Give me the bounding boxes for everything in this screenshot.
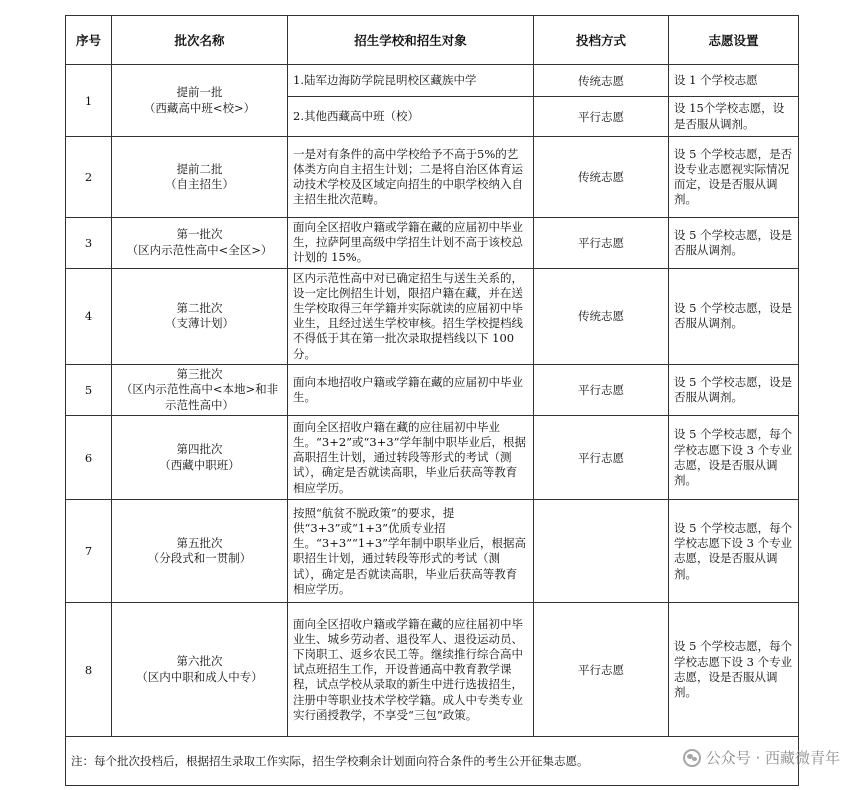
batch-title: 第五批次 bbox=[176, 535, 223, 550]
header-method: 投档方式 bbox=[534, 16, 669, 65]
wechat-logo-icon bbox=[683, 749, 701, 767]
batch-subtitle: （自主招生） bbox=[165, 177, 234, 191]
batch-subtitle: （区内示范性高中<全区>） bbox=[126, 242, 273, 257]
row-batch-name bbox=[112, 65, 288, 137]
batch-subtitle: （西藏高中班<校>） bbox=[143, 100, 256, 115]
batch-title: 提前一批 bbox=[176, 85, 223, 99]
row-method: 平行志愿 bbox=[534, 218, 669, 269]
row-volunteer: 设 15个学校志愿，设是否服从调剂。 bbox=[669, 97, 799, 137]
row-no: 8 bbox=[66, 603, 112, 737]
row-volunteer: 设 5 个学校志愿，每个学校志愿下设 3 个专业志愿，设是否服从调剂。 bbox=[669, 603, 799, 737]
batch-subtitle: （支薄计划） bbox=[165, 316, 234, 331]
table-row bbox=[66, 416, 799, 500]
batch-title: 第二批次 bbox=[176, 300, 223, 315]
row-batch-name bbox=[112, 218, 288, 269]
watermark bbox=[683, 747, 840, 768]
row-target: 面向全区招收户籍或学籍在藏的应届初中毕业生，拉萨阿里高级中学招生计划不高于该校总计划的 15%。 bbox=[288, 218, 534, 269]
row-target: 1.陆军边海防学院昆明校区藏族中学 bbox=[288, 65, 534, 97]
row-volunteer: 设 1 个学校志愿 bbox=[669, 65, 799, 97]
row-target: 面向全区招收户籍或学籍在藏的应往届初中毕业生、城乡劳动者、退役军人、退役运动员、下岗职工、返乡农民工等。继续推行综合高中试点班招生工作，开设普通高中教育教学课程，试点学校从录取的新生中进行选拔招生，注册中等职业技术学校学籍。成人中专类专业实行函授教学，不享受“三包”政策。 bbox=[288, 603, 534, 737]
row-volunteer: 设 5 个学校志愿，设是否服从调剂。 bbox=[669, 364, 799, 416]
table-header-row bbox=[66, 16, 799, 65]
header-batch-name: 批次名称 bbox=[112, 16, 288, 65]
header-volunteer: 志愿设置 bbox=[669, 16, 799, 65]
table-row bbox=[66, 603, 799, 737]
table-row bbox=[66, 218, 799, 269]
batch-subtitle: （分段式和一贯制） bbox=[147, 551, 252, 566]
row-volunteer: 设 5 个学校志愿，设是否服从调剂。 bbox=[669, 268, 799, 364]
row-target: 面向本地招收户籍或学籍在藏的应届初中毕业生。 bbox=[288, 364, 534, 416]
row-method: 平行志愿 bbox=[534, 603, 669, 737]
row-batch-name bbox=[112, 416, 288, 500]
admission-table bbox=[65, 15, 799, 786]
row-batch-name bbox=[112, 603, 288, 737]
header-no: 序号 bbox=[66, 16, 112, 65]
row-volunteer: 设 5 个学校志愿，每个学校志愿下设 3 个专业志愿，设是否服从调剂。 bbox=[669, 416, 799, 500]
batch-subtitle: （区内示范性高中<本地>和非示范性高中） bbox=[120, 382, 279, 412]
row-volunteer: 设 5 个学校志愿，每个学校志愿下设 3 个专业志愿，设是否服从调剂。 bbox=[669, 500, 799, 603]
row-batch-name bbox=[112, 364, 288, 416]
batch-subtitle: （西藏中职班） bbox=[159, 457, 240, 472]
row-method: 传统志愿 bbox=[534, 65, 669, 97]
batch-title: 第一批次 bbox=[176, 227, 223, 242]
table-row bbox=[66, 268, 799, 364]
row-target: 区内示范性高中对已确定招生与送生关系的，设一定比例招生计划，限招户籍在藏，并在送生学校取得三年学籍并实际就读的应届初中毕业生，且经过送生学校审核。招生学校提档线不得低于其在第一批次录取提档线以下 100 分。 bbox=[288, 268, 534, 364]
row-no: 6 bbox=[66, 416, 112, 500]
row-no: 2 bbox=[66, 137, 112, 218]
row-method: 传统志愿 bbox=[534, 137, 669, 218]
row-volunteer: 设 5 个学校志愿，设是否服从调剂。 bbox=[669, 218, 799, 269]
row-no: 4 bbox=[66, 268, 112, 364]
row-no: 7 bbox=[66, 500, 112, 603]
row-target: 一是对有条件的高中学校给予不高于5%的艺体类方向自主招生计划；二是将自治区体育运动技术学校及区域定向招生的中职学校纳入自主招生批次范畴。 bbox=[288, 137, 534, 218]
watermark-text: 公众号 · 西藏微青年 bbox=[705, 749, 840, 767]
row-method: 平行志愿 bbox=[534, 416, 669, 500]
row-target: 2.其他西藏高中班（校） bbox=[288, 97, 534, 137]
row-no: 3 bbox=[66, 218, 112, 269]
batch-title: 第六批次 bbox=[176, 654, 223, 669]
table-row bbox=[66, 500, 799, 603]
row-method: 平行志愿 bbox=[534, 364, 669, 416]
row-target: 面向全区招收户籍在藏的应往届初中毕业生。“3+2”或“3+3”学年制中职毕业后，根据高职招生计划，通过转段等形式的考试（测试），确定是否就读高职，毕业后获高等教育相应学历。 bbox=[288, 416, 534, 500]
table-row bbox=[66, 364, 799, 416]
batch-title: 提前二批 bbox=[176, 161, 223, 176]
batch-title: 第三批次 bbox=[176, 366, 223, 381]
row-batch-name bbox=[112, 137, 288, 218]
batch-title: 第四批次 bbox=[176, 442, 223, 457]
row-method: 平行志愿 bbox=[534, 97, 669, 137]
row-volunteer: 设 5 个学校志愿，是否设专业志愿视实际情况而定，设是否服从调剂。 bbox=[669, 137, 799, 218]
row-batch-name bbox=[112, 268, 288, 364]
row-method bbox=[534, 500, 669, 603]
batch-subtitle: （区内中职和成人中专） bbox=[136, 669, 263, 684]
row-batch-name bbox=[112, 500, 288, 603]
table-row bbox=[66, 137, 799, 218]
header-school-target: 招生学校和招生对象 bbox=[288, 16, 534, 65]
row-no: 5 bbox=[66, 364, 112, 416]
row-method: 传统志愿 bbox=[534, 268, 669, 364]
row-target: 按照“航贫不脱政策”的要求，提供“3+3”或“1+3”优质专业招生。“3+3”“1+3”学年制中职毕业后，根据高职招生计划，通过转段等形式的考试（测试），确定是否就读高职，毕业后获高等教育相应学历。 bbox=[288, 500, 534, 603]
table-note: 注：每个批次投档后，根据招生录取工作实际，招生学校剩余计划面向符合条件的考生公开征集志愿。 bbox=[66, 737, 799, 786]
row-no: 1 bbox=[66, 65, 112, 137]
table-row bbox=[66, 65, 799, 97]
